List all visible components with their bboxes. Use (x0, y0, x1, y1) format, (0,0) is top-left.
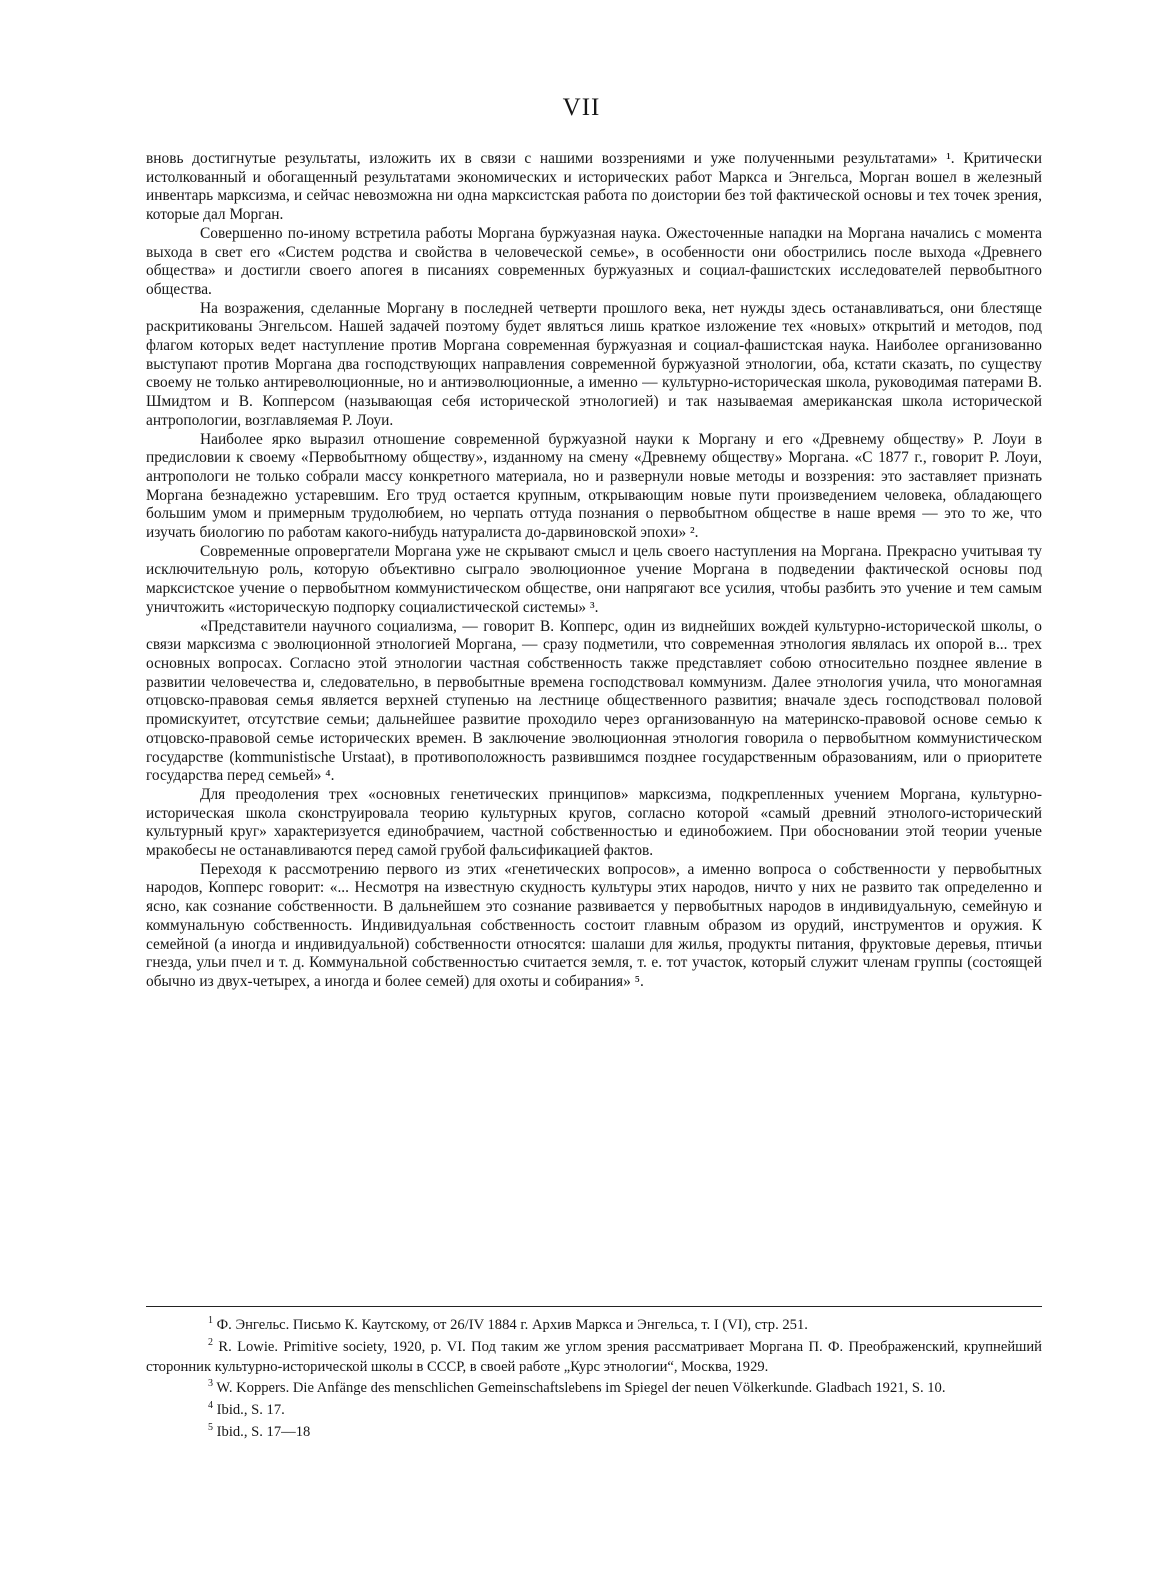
footnote-mark: 3 (208, 1378, 213, 1390)
footnote-mark: 5 (208, 1422, 213, 1434)
paragraph-2: Совершенно по-иному встретила работы Моргана буржуазная наука. Ожесточенные нападки на Моргана начались с момента выхода в свет его «Систем родства и свойства в человеческой семье», в особенности они обострились после выхода «Древнего общества» и достигли своего апогея в писаниях современных буржуазных и социал-фашистских исследователей первобытного общества. (146, 224, 1042, 298)
footnote-mark: 2 (208, 1336, 213, 1348)
footnote-1 (146, 1316, 1042, 1336)
footnote-5 (146, 1423, 1042, 1443)
paragraph-7: Для преодоления трех «основных генетических принципов» марксизма, подкрепленных учением Моргана, культурно-историческая школа сконструировала теорию культурных кругов, согласно которой «самый древний этнолого-исторический культурный круг» характеризуется единобрачием, частной собственностью и единобожием. При обосновании этой теории ученые мракобесы не останавливаются перед самой грубой фальсификацией фактов. (146, 785, 1042, 860)
footnote-text: Ibid., S. 17—18 (216, 1423, 311, 1440)
paragraph-8: Переходя к рассмотрению первого из этих «генетических вопросов», а именно вопроса о собственности у первобытных народов, Копперс говорит: «... Несмотря на известную скудность культуры этих народов, ничто у них не развито так определенно и ясно, как сознание собственности. В дальнейшем это сознание развивается у первобытных народов в индивидуальную, семейную и коммунальную собственность. Индивидуальная собственность состоит главным образом из орудий, инструментов и оружия. К семейной (а иногда и индивидуальной) собственности относятся: шалаши для жилья, продукты питания, фруктовые деревья, птичьи гнезда, ульи пчел и т. д. Коммунальной собственностью считается земля, т. е. тот участок, который служит членам группы (состоящей обычно из двух-четырех, а иногда и более семей) для охоты и собирания» ⁵. (146, 860, 1042, 990)
paragraph-5: Современные опровергатели Моргана уже не скрывают смысл и цель своего наступления на Моргана. Прекрасно учитывая ту исключительную роль, которую объективно сыграло эволюционное учение Моргана в подведении фактической основы под марксистское учение о первобытном коммунистическом обществе, они напрягают все усилия, чтобы разбить это учение и тем самым уничтожить «историческую подпорку социалистической системы» ³. (146, 542, 1042, 616)
paragraph-4: Наиболее ярко выразил отношение современной буржуазной науки к Моргану и его «Древнему обществу» Р. Лоуи в предисловии к своему «Первобытному обществу», изданному на смену «Древнему обществу» Моргана. «С 1877 г., говорит Р. Лоуи, антропологи не только собрали массу конкретного материала, но и развернули новые методы и воззрения: это заставляет признать Моргана безнадежно устаревшим. Его труд остается крупным, открывающим новые пути произведением человека, обладающего большим умом и примерным трудолюбием, но черпать оттуда познания о первобытном обществе в наше время — это то же, что изучать биологию по работам какого-нибудь натуралиста до-дарвиновской эпохи» ². (146, 430, 1042, 542)
footnote-text: R. Lowie. Primitive society, 1920, p. VI. Под таким же углом зрения рассматривает Моргана П. Ф. Преображенский, крупнейший сторонник культурно-исторической школы в СССР, в своей работе „Курс этнологии“, Москва, 1929. (146, 1338, 1042, 1375)
footnote-3 (146, 1379, 1042, 1399)
footnote-text: W. Koppers. Die Anfänge des menschlichen Gemeinschaftslebens im Spiegel der neuen Völkerkunde. Gladbach 1921, S. 10. (216, 1380, 946, 1397)
footnotes (146, 1316, 1042, 1445)
paragraph-3: На возражения, сделанные Моргану в последней четверти прошлого века, нет нужды здесь останавливаться, они блестяще раскритикованы Энгельсом. Нашей задачей поэтому будет являться лишь краткое изложение тех «новых» открытий и методов, под флагом которых ведет наступление против Моргана современная буржуазная и социал-фашистская наука. Наиболее организованно выступают против Моргана два господствующих направления современной буржуазной этнологии, оба, кстати сказать, по существу своему не только антиреволюционные, но и антиэволюционные, а именно — культурно-историческая школа, руководимая патерами В. Шмидтом и В. Копперсом (называющая себя исторической этнологией) и так называемая американская школа исторической антропологии, возглавляемая Р. Лоуи. (146, 299, 1042, 429)
footnote-2 (146, 1338, 1042, 1378)
main-text (146, 150, 1042, 992)
paragraph-6: «Представители научного социализма, — говорит В. Копперс, один из виднейших вождей культурно-исторической школы, о связи марксизма с эволюционной этнологией Моргана, — сразу подметили, что современная этнология являлась их опорой в... трех основных вопросах. Согласно этой этнологии частная собственность также представляет собою относительно позднее явление в развитии человечества и, следовательно, в первобытные времена господствовал коммунизм. Далее этнология учила, что моногамная отцовско-правовая семья является верхней ступенью на лестнице общественного развития; вначале здесь господствовал половой промискуитет, отсутствие семьи; дальнейшее развитие проходило через организованную на материнско-правовой основе семью к отцовско-правовой семье исторических времен. В заключение эволюционная этнология говорила о первобытном коммунистическом государстве (kommunistische Urstaat), в противоположность развившимся позднее государственным образованиям, или о приоритете государства перед семьей» ⁴. (146, 617, 1042, 785)
paragraph-1: вновь достигнутые результаты, изложить их в связи с нашими воззрениями и уже полученными результатами» ¹. Критически истолкованный и обогащенный результатами экономических и исторических работ Маркса и Энгельса, Морган вошел в железный инвентарь марксизма, и сейчас невозможна ни одна марксистская работа по доистории без той фактической основы и тех точек зрения, которые дал Морган. (146, 150, 1042, 224)
footnote-text: Ibid., S. 17. (216, 1402, 285, 1419)
page-number: VII (562, 94, 601, 121)
footnote-mark: 1 (208, 1315, 213, 1327)
footnote-4 (146, 1401, 1042, 1421)
footnote-text: Ф. Энгельс. Письмо К. Каутскому, от 26/IV 1884 г. Архив Маркса и Энгельса, т. I (VI), стр. 251. (216, 1317, 808, 1333)
footnote-divider (146, 1306, 1042, 1307)
footnote-mark: 4 (208, 1400, 213, 1412)
